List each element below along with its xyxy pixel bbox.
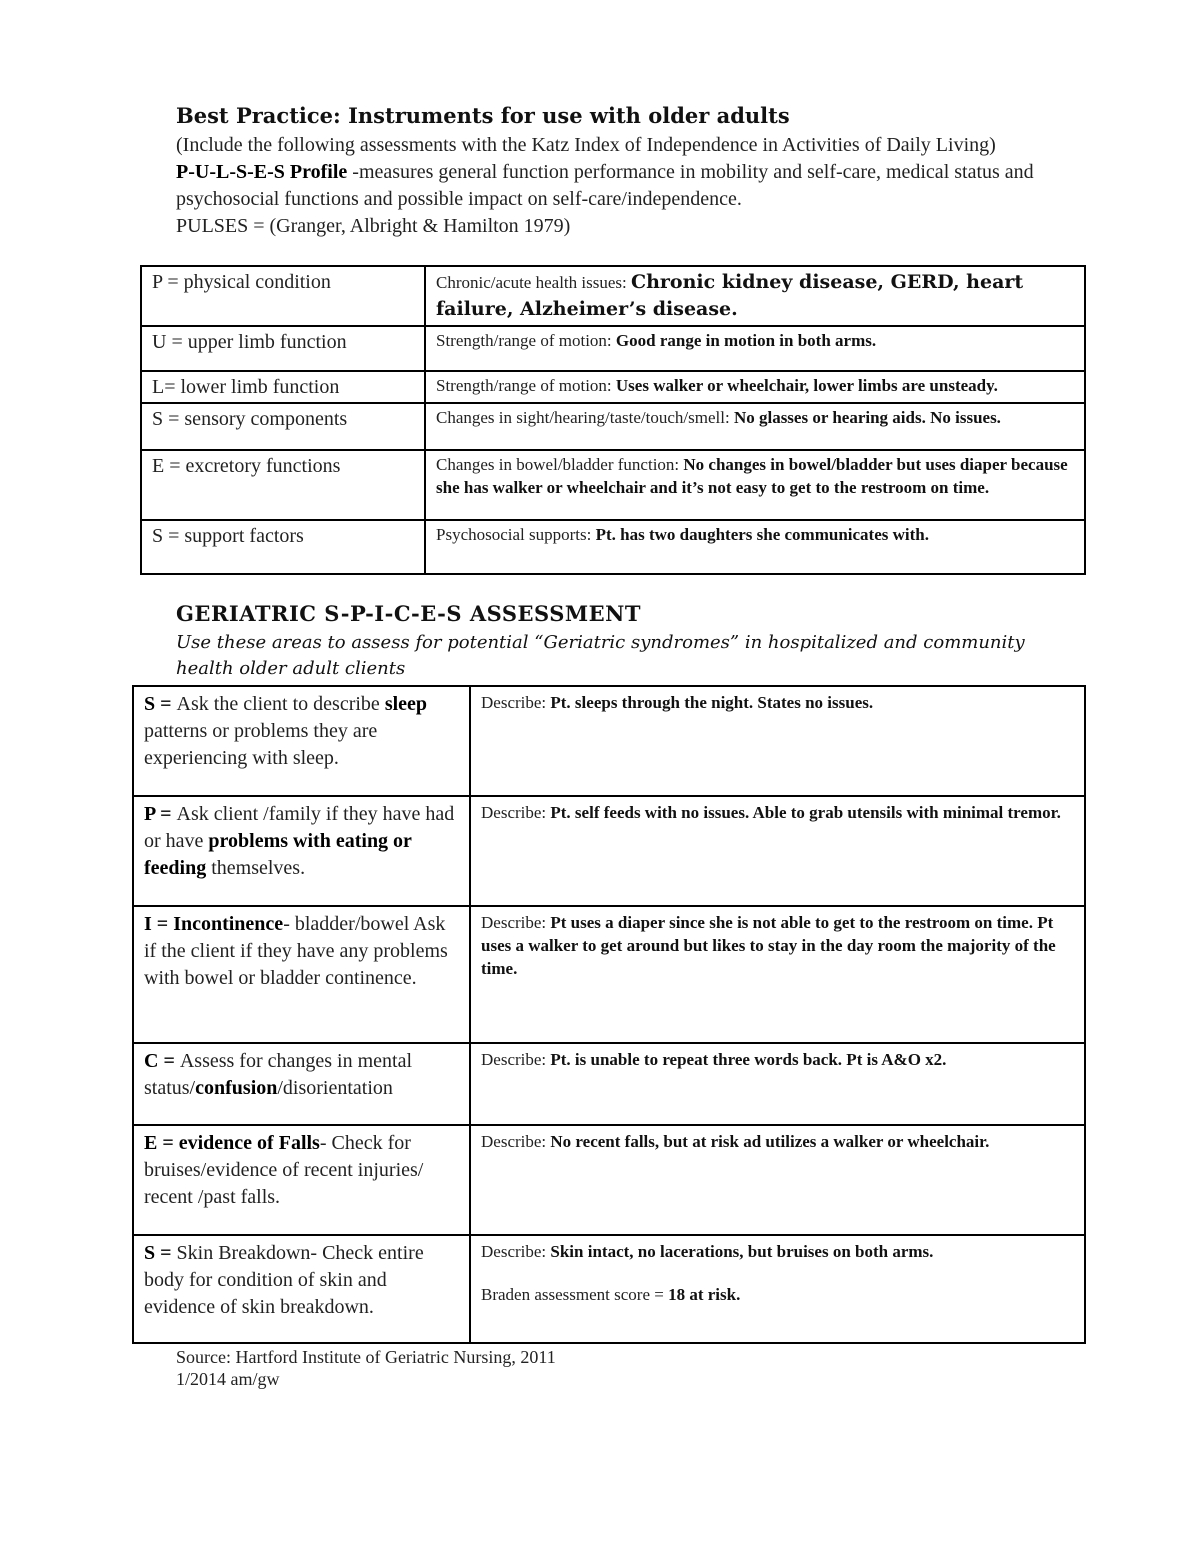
spices-text: themselves. xyxy=(206,857,306,879)
table-row xyxy=(133,686,1085,796)
spices-response xyxy=(470,1235,1085,1343)
braden-score xyxy=(481,1283,1074,1306)
pulses-label: U = upper limb function xyxy=(141,326,425,371)
spices-criterion xyxy=(133,1235,470,1343)
spices-letter: C = xyxy=(144,1050,180,1072)
pulses-answer: No changes in bowel/bladder but uses diaper because she has walker or wheelchair and it’s not easy to get to the restroom on time. xyxy=(436,455,1068,497)
spices-text: /disorientation xyxy=(277,1077,393,1099)
describe-prompt: Describe: xyxy=(481,1242,551,1261)
profile-description xyxy=(176,159,1056,213)
spices-keyword: sleep xyxy=(384,693,428,715)
describe-answer: Pt. self feeds with no issues. Able to grab utensils with minimal tremor. xyxy=(550,803,1061,822)
pulses-citation: PULSES = (Granger, Albright & Hamilton 1979) xyxy=(176,215,571,237)
pulses-answer: Uses walker or wheelchair, lower limbs are unsteady. xyxy=(615,376,998,395)
table-row xyxy=(141,266,1085,326)
describe-prompt: Describe: xyxy=(481,693,551,712)
pulses-label: L= lower limb function xyxy=(141,371,425,403)
spices-text: Ask the client to describe xyxy=(176,693,385,715)
pulses-prompt: Strength/range of motion: xyxy=(436,331,616,350)
table-row xyxy=(141,520,1085,574)
spices-title: GERIATRIC S-P-I-C-E-S ASSESSMENT xyxy=(176,601,641,626)
pulses-value xyxy=(425,326,1085,371)
spices-letter: I = xyxy=(144,913,174,935)
spices-keyword: evidence of Falls xyxy=(178,1132,320,1154)
spices-text: Assess for changes in mental status/ xyxy=(144,1050,413,1099)
pulses-label: S = support factors xyxy=(141,520,425,574)
pulses-prompt: Strength/range of motion: xyxy=(436,376,616,395)
footer xyxy=(176,1346,556,1390)
braden-answer: 18 at risk. xyxy=(668,1285,741,1304)
pulses-label: E = excretory functions xyxy=(141,450,425,520)
profile-text: -measures general function performance in mobility and self-care, medical status and psychosocial functions and possible impact on self-care/independence. xyxy=(176,161,1034,210)
table-row xyxy=(133,796,1085,906)
spices-response xyxy=(470,906,1085,1043)
spices-response xyxy=(470,1125,1085,1235)
spices-text: - bladder/bowel Ask if the client if they have any problems with bowel or bladder continence. xyxy=(144,913,448,989)
pulses-value xyxy=(425,520,1085,574)
source-citation: Source: Hartford Institute of Geriatric Nursing, 2011 xyxy=(176,1347,556,1367)
spices-response xyxy=(470,796,1085,906)
spices-table xyxy=(132,685,1086,1344)
document-code: 1/2014 am/gw xyxy=(176,1369,280,1389)
pulses-answer: Good range in motion in both arms. xyxy=(615,331,877,350)
spices-text: Ask client /family if they have had or have xyxy=(144,803,455,852)
table-row xyxy=(133,1235,1085,1343)
spices-keyword: problems with eating or feeding xyxy=(144,830,412,879)
spices-text: Skin Breakdown- Check entire body for condition of skin and evidence of skin breakdown. xyxy=(144,1242,424,1318)
table-row xyxy=(133,1043,1085,1125)
page-header xyxy=(176,100,1056,240)
pulses-value xyxy=(425,266,1085,326)
pulses-value xyxy=(425,371,1085,403)
describe-answer: Pt. sleeps through the night. States no issues. xyxy=(550,693,874,712)
spices-letter: S = xyxy=(144,1242,177,1264)
pulses-label: P = physical condition xyxy=(141,266,425,326)
intro-text: (Include the following assessments with the Katz Index of Independence in Activities of Daily Living) xyxy=(176,134,996,156)
describe-answer: Skin intact, no lacerations, but bruises on both arms. xyxy=(550,1242,934,1261)
braden-prompt: Braden assessment score = xyxy=(481,1285,669,1304)
describe-prompt: Describe: xyxy=(481,803,551,822)
pulses-answer: No glasses or hearing aids. No issues. xyxy=(733,408,1001,427)
describe-answer: Pt uses a diaper since she is not able to get to the restroom on time. Pt uses a walker to get around but likes to stay in the day room the majority of the time. xyxy=(481,913,1056,978)
spices-criterion xyxy=(133,1125,470,1235)
spices-header xyxy=(176,598,1056,682)
spices-criterion xyxy=(133,1043,470,1125)
table-row xyxy=(133,906,1085,1043)
pulses-prompt: Psychosocial supports: xyxy=(436,525,596,544)
spices-letter: S = xyxy=(144,693,177,715)
spices-letter: P = xyxy=(144,803,177,825)
describe-prompt: Describe: xyxy=(481,1050,551,1069)
describe-answer: Pt. is unable to repeat three words back. Pt is A&O x2. xyxy=(550,1050,947,1069)
spices-criterion xyxy=(133,686,470,796)
spices-criterion xyxy=(133,796,470,906)
describe-answer: No recent falls, but at risk ad utilizes a walker or wheelchair. xyxy=(550,1132,990,1151)
spices-text: - Check for bruises/evidence of recent injuries/ recent /past falls. xyxy=(144,1132,424,1208)
pulses-answer: Pt. has two daughters she communicates with. xyxy=(595,525,929,544)
pulses-value xyxy=(425,450,1085,520)
table-row xyxy=(141,450,1085,520)
table-row xyxy=(141,371,1085,403)
spices-letter: E = xyxy=(144,1132,179,1154)
pulses-prompt: Chronic/acute health issues: xyxy=(436,273,631,292)
table-row xyxy=(141,326,1085,371)
describe-prompt: Describe: xyxy=(481,1132,551,1151)
describe-prompt: Describe: xyxy=(481,913,551,932)
table-row xyxy=(133,1125,1085,1235)
table-row xyxy=(141,403,1085,450)
spices-text: patterns or problems they are experiencing with sleep. xyxy=(144,720,378,769)
pulses-label: S = sensory components xyxy=(141,403,425,450)
spices-keyword: Incontinence xyxy=(173,913,284,935)
pulses-answer: Chronic kidney disease, GERD, heart failure, Alzheimer’s disease. xyxy=(436,271,1024,320)
pulses-prompt: Changes in bowel/bladder function: xyxy=(436,455,684,474)
pulses-value xyxy=(425,403,1085,450)
profile-label: P-U-L-S-E-S Profile xyxy=(176,161,348,183)
pulses-table xyxy=(140,265,1086,575)
spices-keyword: confusion xyxy=(195,1077,278,1099)
pulses-prompt: Changes in sight/hearing/taste/touch/smell: xyxy=(436,408,734,427)
spices-response xyxy=(470,686,1085,796)
document-title: Best Practice: Instruments for use with older adults xyxy=(176,103,790,128)
spices-criterion xyxy=(133,906,470,1043)
spices-subtitle: Use these areas to assess for potential “Geriatric syndromes” in hospitalized and community health older adult clients xyxy=(176,632,1025,679)
spices-response xyxy=(470,1043,1085,1125)
